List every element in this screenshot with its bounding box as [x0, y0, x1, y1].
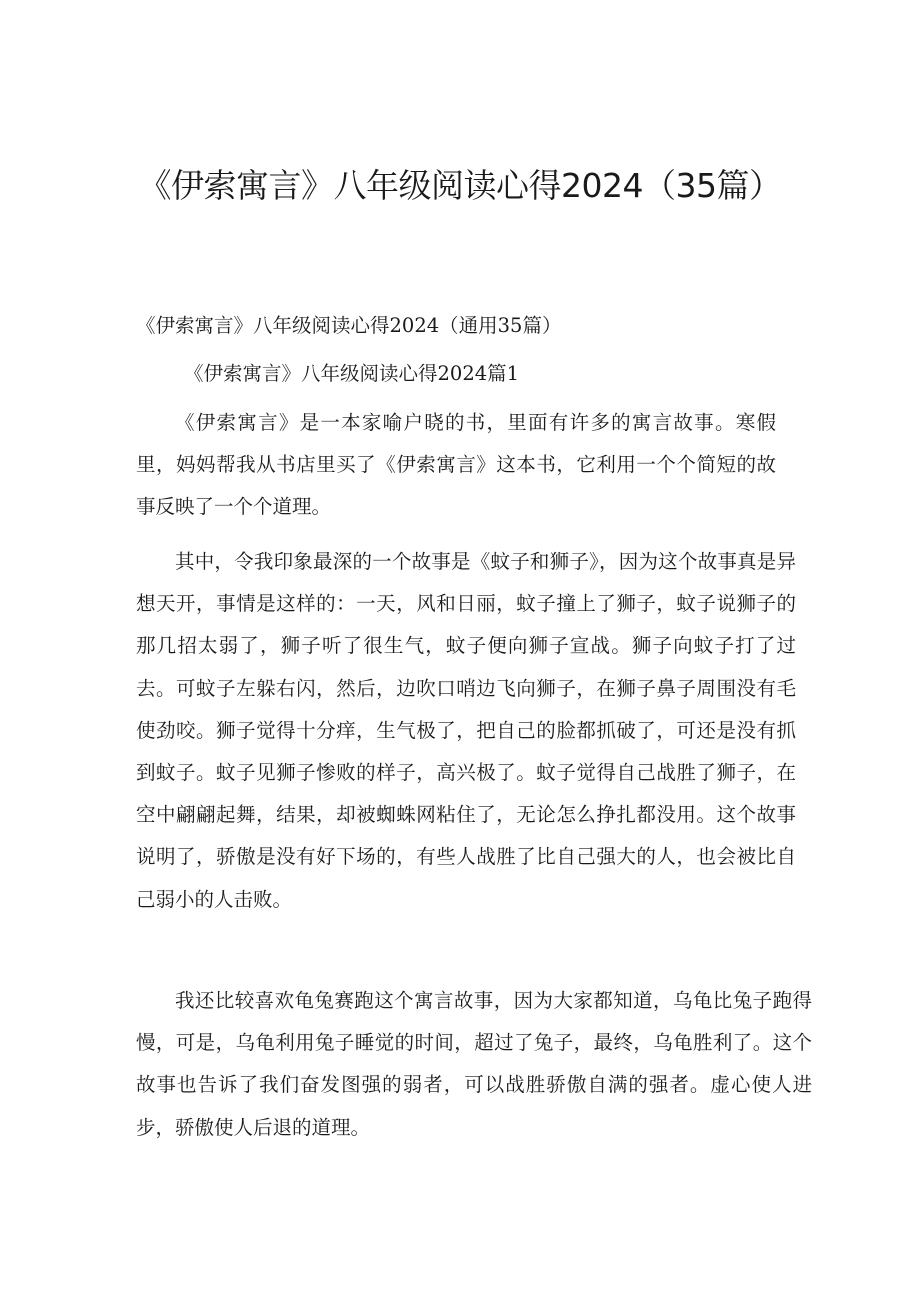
paragraph-intro: 《伊索寓言》是一本家喻户晓的书，里面有许多的寓言故事。寒假里，妈妈帮我从书店里买了《伊索寓言》这本书，它利用一个个简短的故事反映了一个个道理。	[136, 411, 776, 519]
document-title: 《伊索寓言》八年级阅读心得2024（35篇）	[138, 166, 782, 205]
document-subtitle: 《伊索寓言》八年级阅读心得2024（通用35篇）	[136, 314, 562, 337]
paragraph-tortoise-hare: 我还比较喜欢龟兔赛跑这个寓言故事，因为大家都知道，乌龟比兔子跑得慢，可是，乌龟利用兔子睡觉的时间，超过了兔子，最终，乌龟胜利了。这个故事也告诉了我们奋发图强的弱者，可以战胜骄傲自满的强者。虚心使人进步，骄傲使人后退的道理。	[136, 989, 812, 1139]
section-heading: 《伊索寓言》八年级阅读心得2024篇1	[184, 362, 520, 385]
paragraph-mosquito-lion: 其中，令我印象最深的一个故事是《蚊子和狮子》，因为这个故事真是异想天开，事情是这样的：一天，风和日丽，蚊子撞上了狮子，蚊子说狮子的那几招太弱了，狮子听了很生气，蚊子便向狮子宣战。狮子向蚊子打了过去。可蚊子左躲右闪，然后，边吹口哨边飞向狮子，在狮子鼻子周围没有毛使劲咬。狮子觉得十分痒，生气极了，把自己的脸都抓破了，可还是没有抓到蚊子。蚊子见狮子惨败的样子，高兴极了。蚊子觉得自己战胜了狮子，在空中翩翩起舞，结果，却被蜘蛛网粘住了，无论怎么挣扎都没用。这个故事说明了，骄傲是没有好下场的，有些人战胜了比自己强大的人，也会被比自己弱小的人击败。	[136, 550, 796, 911]
